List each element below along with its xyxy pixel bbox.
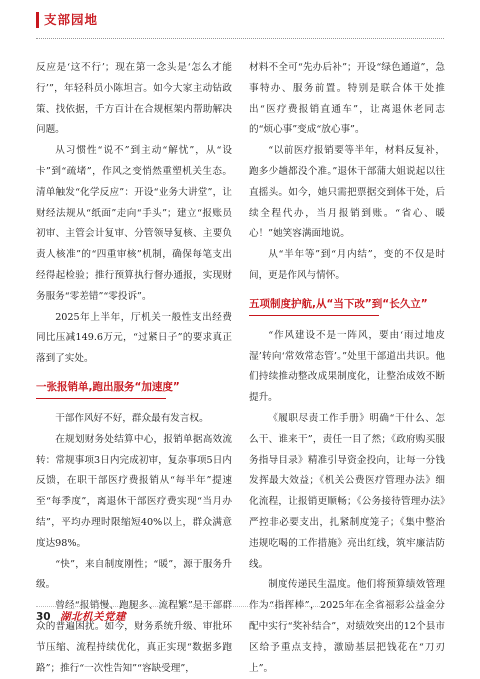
- subheading: [249, 295, 445, 316]
- paragraph: 从“半年等”到“月内结”，变的不仅是时间，更是作风与情怀。: [249, 249, 445, 281]
- subheading-text: 五项制度护航,从“当下改”到“长久立”: [249, 297, 428, 310]
- paragraph: “快”，来自制度刚性；“暖”，源于服务升级。: [36, 558, 232, 591]
- paragraph: 在规划财务处结算中心，报销单据高效流转：常规事项3日内完成初审，复杂事项5日内反馈，在职干部医疗费报销从“每半年”提速至“每季度”，离退休干部医疗费实现“当月办结”，平均办理时限缩短40%以上，群众满意度达98%。: [36, 433, 232, 549]
- paragraph: 曾经“报销慢、跑腿多、流程繁”是干部群众的普遍困扰。如今，财务系统升级、审批环节压缩、流程持续优化，真正实现“数据多跑路”；推行“一次性告知”“容缺受理”，: [36, 600, 232, 674]
- paragraph: 从习惯性“说不”到主动“解忧”，从“设卡”到“疏堵”，作风之变悄然重塑机关生态。清单触发“化学反应”：开设“业务大讲堂”，让财经法规从“纸面”走向“手头”；建立“报账员初审、主管会计复审、分管领导复核、主要负责人核准”的“四重审核”机制，确保每笔支出经得起检验；推行预算执行督办通报，实现财务服务“零差错”“零投诉”。: [36, 145, 232, 302]
- paragraph: 干部作风好不好，群众最有发言权。: [55, 412, 209, 424]
- footer-divider: [36, 606, 444, 607]
- magazine-name: 湖北机关党建: [59, 611, 126, 623]
- left-column: [36, 58, 232, 679]
- paragraph: 反应是‘这不行’；现在第一念头是‘怎么才能行’”，年轻科员小陈坦言。如今大家主动钻政策、找依据，千方百计在合规框架内帮助解决问题。: [36, 62, 232, 136]
- paragraph: “以前医疗报销要等半年，材料反复补，跑多少趟都没个准。”退休干部蒲大姐说起以往直摇头。如今，她只需把票据交到体干处，后续全程代办，当月报销到账。“省心、暖心！”她笑容满面地说。: [249, 145, 445, 240]
- right-column: [249, 58, 445, 679]
- subheading: [36, 378, 232, 399]
- paragraph: 2025年上半年，厅机关一般性支出经费同比压减149.6万元，“过紧日子”的要求真正落到了实处。: [36, 311, 232, 365]
- subheading-text: 一张报销单,跑出服务“加速度”: [36, 380, 180, 393]
- header-divider: [36, 38, 444, 39]
- page-number: 30: [36, 611, 51, 623]
- footer: [36, 608, 126, 626]
- section-title: 支部园地: [44, 12, 99, 27]
- section-marker: [36, 12, 39, 28]
- subheading-underline: [249, 315, 379, 316]
- paragraph: 材料不全可“先办后补”；开设“绿色通道”，急事特办、服务前置。特别是联合体干处推出“医疗费报销直通车”，让离退休老同志的“烦心事”变成“放心事”。: [249, 62, 445, 136]
- paragraph: 《履职尽责工作手册》明确“干什么、怎么干、谁来干”，责任一目了然；《政府购买服务指导目录》精准引导资金投向，让每一分钱发挥最大效益；《机关公费医疗管理办法》细化流程，让报销更顺畅；《公务接待管理办法》严控非必要支出，扎紧制度笼子；《集中整治违规吃喝的工作措施》亮出红线，筑牢廉洁防线。: [249, 412, 445, 570]
- paragraph: 制度传递民生温度。他们将预算绩效管理作为“指挥棒”，2025年在全省福彩公益金分配中实行“奖补结合”，对绩效突出的12个县市区给予重点支持，激励基层把钱花在“刀刃上”。: [249, 579, 445, 674]
- paragraph: “作风建设不是一阵风，要由‘雨过地皮湿’转向‘常效常态管’。”处里干部道出共识。他们持续推动整改成果制度化，让整治成效不断提升。: [249, 329, 445, 404]
- subheading-underline: [36, 398, 166, 399]
